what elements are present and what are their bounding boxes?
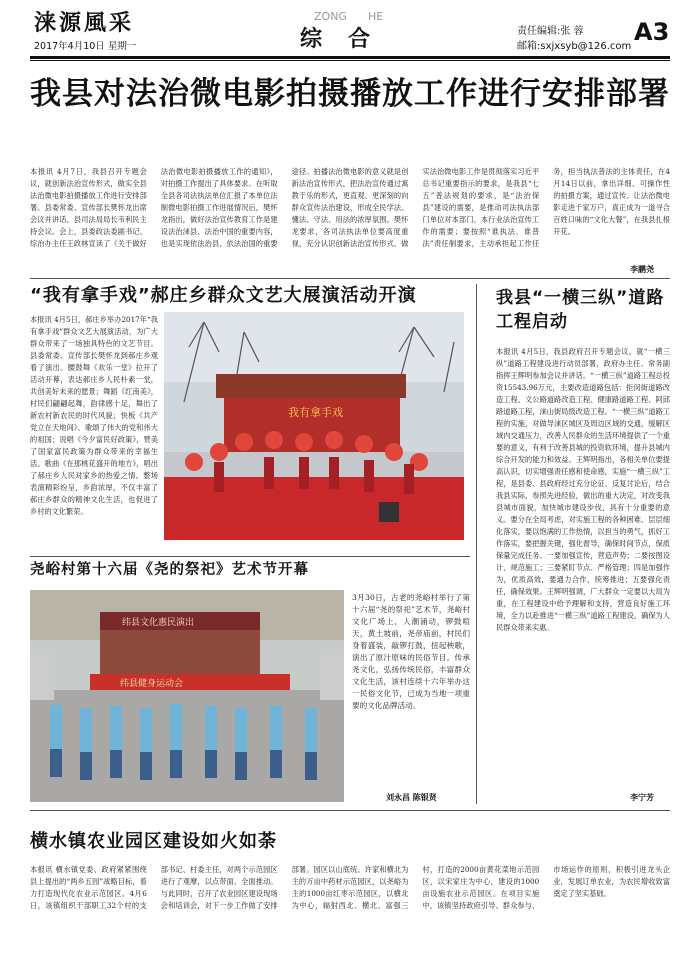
- newspaper-name: 涞源風采: [34, 10, 135, 36]
- article4-headline: 尧峪村第十六届《尧的祭祀》艺术节开幕: [30, 562, 309, 578]
- masthead: [0, 0, 700, 58]
- divider: [30, 810, 670, 811]
- article4-body: 3月30日，古老的尧峪村举行了第十六届“尧的祭祀”艺术节，尧峪村文化广场上，人潮涌动，锣鼓喧天，黄土坡前，尧帝庙前，村民们身着盛装，敲锣打鼓，扭起秧歌，演出了原汁原味的民俗节目。传承尧文化，弘扬传统民俗，丰富群众文化生活，该村连续十六年举办这一民俗文化节，已成为当地一项重要的文化品牌活动。: [352, 593, 470, 710]
- article5-headline: 横水镇农业园区建设如火如荼: [30, 831, 277, 852]
- article3-signature: 李宁芳: [630, 793, 654, 802]
- stage-banner-top: 纬县文化惠民演出: [122, 618, 195, 628]
- issue-date: 2017年4月10日 星期一: [34, 41, 137, 52]
- festival-photo: [30, 590, 344, 802]
- section-pinyin-right: HE: [368, 10, 384, 23]
- divider: [30, 556, 470, 557]
- masthead-rule: [30, 56, 670, 59]
- banner-text: 我有拿手戏: [288, 406, 343, 419]
- article1-signature: 李鹏尧: [630, 265, 654, 274]
- article3-headline: 我县“一横三纵”道路工程启动: [496, 288, 665, 332]
- article4-signature: 刘永昌 陈银贤: [386, 793, 437, 802]
- page-number: A3: [634, 18, 670, 46]
- responsible-editor: 责任编辑:张 蓉: [517, 26, 584, 37]
- masthead-rule-thin: [30, 60, 670, 61]
- column-divider: [476, 284, 477, 804]
- editor-email: 邮箱:sxjxsyb@126.com: [517, 41, 632, 52]
- article1-body: 本报讯 4月7日，我县召开专题会议，就创新法治宣传形式，做实全县法治微电影拍摄播放工作进行安排部署。县委常委、宣传部长樊怀龙出席会议并讲话。县司法局局长韦利民主持会议。会上，县委政法委副书记、综治办主任王政林宣读了《关于做好法治微电影拍摄播放工作的通知》，对拍摄工作提出了具体要求。在听取全县各司法执法单位汇报了本单位法制微电影拍摄工作进展情况后，樊怀龙指出，做好法治宣传教育工作是建设法治涞县、法治中国的重要内容，也是实现依法治县、依法治国的重要途径。拍播法治微电影的意义就是创新法治宣传形式，把法治宣传通过寓教于乐的形式，更直观、更深刻的向群众宣传法治建设，形成全民学法、懂法、守法、用法的浓厚氛围。樊怀龙要求，各司法执法单位要高度重视，充分认识创新法治宣传形式、做实法治微电影工作是贯彻落实习近平总书记重要指示的要求，是我县“七五”普法规划的要求，是“法治保县”建设的需要，是推动司法执法部门单位对本部门、本行业法治宣传工作的需要；要按照“谁执法、谁普法”责任制要求，主动承担起工作任务，担当执法普法的主体责任，在4月14日以前，拿出详细、可操作性的拍摄方案，通过宣传、让法治微电影走进千家万户，真正成为一道寻合百姓口味的“文化大餐”，在我县扎根开花。: [30, 167, 670, 248]
- article2-headline: “我有拿手戏”郝庄乡群众文艺大展演活动开演: [30, 285, 417, 306]
- stage-banner-bottom: 纬县健身运动会: [120, 679, 184, 689]
- section-pinyin-left: ZONG: [314, 10, 347, 23]
- article1-headline: 我县对法治微电影拍摄播放工作进行安排部署: [30, 76, 670, 112]
- stage-performance-photo: [164, 312, 464, 540]
- article3-body: 本报讯 4月5日，我县政府召开专题会议，就“一横三纵”道路工程建设进行动员部署，政府办主任、常务副指挥王辉明参加会议并讲话。“一横三纵”道路工程总投资15543.96万元，主要改造道路包括：拒闵街道路改造工程、文公路道路改造工程、健康路道路工程、阿邱路道路工程，涞山街局级改造工程。“一横三纵”道路工程的实施，对做导涞区城区及周边区域的交通，缓解区域内交通压力，改善人民群众的生活环境提供了一个重要的意义，有利于改善县城的投资软环境，提升县城内综合开发的能力和效益。王辉明指出，各相关单位要提高认识，切实增强责任感和使命感，实施“一横三纵”工程，是县委、县政府经过充分论证、反复讨论后，结合我县实际，参照先进经验，做出的重大决定，对改变我县城市面貌，加快城市建设步伐，具有十分重要的意义。要分在全局考虑，对实施工程的各种困难、层层细化落实，要以饱满的工作热情，以担当的勇气，抓好工作落实，要把握关键，强化督导，确保时间节点，保质保量完成任务。一要加强宣传，营造声势；二要按图设计、规范施工；三要紧盯节点、严格管理；四是加强作为，优质高效，要通力合作，统筹推进；五要强化责任，确保效果。王辉明强调，广大群众一定要以大局为重，在工程建设中给予理解和支持，营造良好施工环境，全力以赴推进“一横三纵”道路工程建设，确保为人民群众带来实惠。: [496, 347, 670, 632]
- article5-body: 本报讯 横水镇党委、政府紧紧围绕县上提出的“两乡五园”战略目标，着力打造现代化农业示范园区。4月6日，该镇组织干部职工32个村的支部书记、村委主任，对两个示范园区进行了观摩，以点带面、全面推动。与此同时，召开了农业园区建设现场会和培训会，对下一步工作做了安排部署。园区以山底统、许家和横北为主的万亩中药材示范园区，以尧峪为主的1000亩红枣示范园区，以横北为中心，辐射西北、横北、富强三村，打造的2000亩黄花菜地示范园区，以宋家庄为中心，建设的1000亩设施农业示范园区。在项目实施中，该镇坚持政府引导、群众参与、市场运作的原则，积极引进龙头企业，发展订单农业，为农民增收致富奠定了坚实基础。: [30, 865, 670, 910]
- divider: [30, 278, 670, 279]
- section-title: 综合: [300, 26, 397, 52]
- article2-body: 本报讯 4月5日，郝庄乡举办2017年“我有拿手戏”群众文艺大展演活动，为广大群众带来了一场独具特色的文艺节目。县委常委、宣传部长樊怀龙到郝庄乡观看了演出。腰鼓舞《欢乐一堂》拉开了活动开幕，表达郝庄乡人民朴素一堂，共创美好未来的愿景；舞蹈《红南美》，村民们翩翩起舞，韵律感十足，舞出了新农村新农民的时代风貌；快板《共产党立在天地间》、歌颂了伟大的党和伟大的祖国；说唱《今夕富民好政策》，赞美了国家富民政策为群众带来的幸福生活。歌曲《在那桃花盛开的地方》，唱出了郝庄乡人民对家乡的热爱之情。整场表演精彩纷呈，乡韵浓厚，不仅丰富了郝庄乡群众的精神文化生活，也促进了乡村的文化繁荣。: [30, 315, 158, 516]
